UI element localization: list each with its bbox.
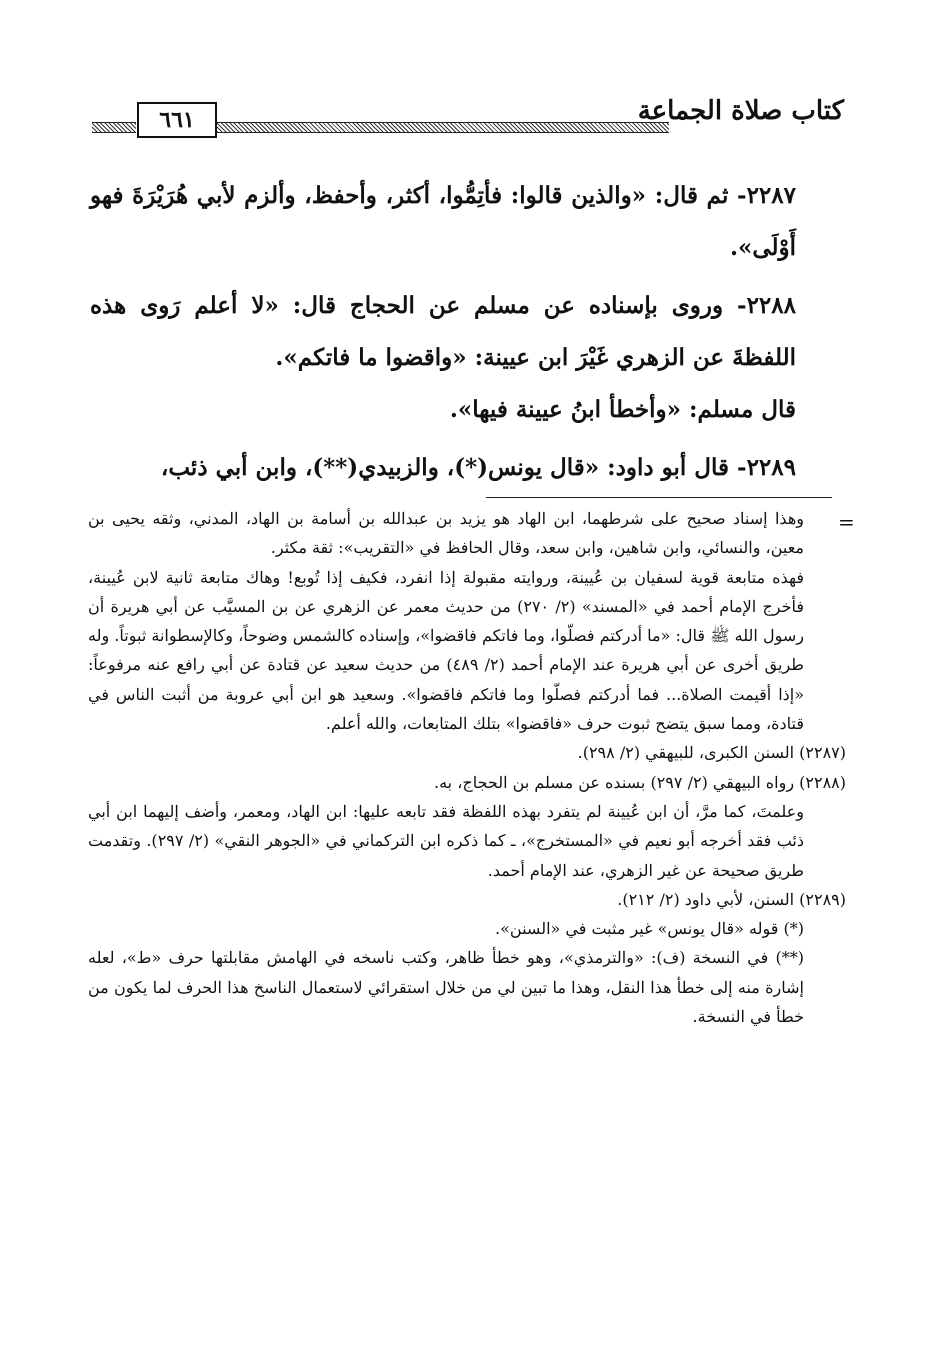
footnotes xyxy=(88,504,846,1031)
paragraph-2288-muslim: قال مسلم: «وأخطأ ابنُ عيينة فيها». xyxy=(449,396,796,423)
footnote-star: (*) قوله «قال يونس» غير مثبت في «السنن». xyxy=(495,919,804,939)
footnote-2288: (٢٢٨٨) رواه البيهقي (٢/ ٢٩٧) بسنده عن مسلم بن الحجاج، به. xyxy=(434,772,846,792)
footnote-continuation-1: وهذا إسناد صحيح على شرطهما، ابن الهاد هو يزيد بن عبدالله بن أسامة بن الهاد، المدني، وثقه يحيى بن معين، والنسائي، وابن شاهين، وابن سعد، وقال الحافظ في «التقريب»: ثقة مكثر. xyxy=(88,509,804,558)
footnote-double-star: (**) في النسخة (ف): «والترمذي»، وهو خطأ ظاهر، وكتب ناسخه في الهامش مقابلتها حرف «ط»، لعله إشارة منه إلى خطأ هذا النقل، وهذا ما تبين لي من خلال استقرائي لاستعمال الناسخ هذا الحرف لما يكون من خطأ في النسخة. xyxy=(88,948,804,1027)
chapter-title: كتاب صلاة الجماعة xyxy=(637,96,844,126)
paragraph-2289: ٢٢٨٩- قال أبو داود: «قال يونس(*)، والزبيدي(**)، وابن أبي ذئب، xyxy=(160,454,796,481)
footnote-2287: (٢٢٨٧) السنن الكبرى، للبيهقي (٢/ ٢٩٨). xyxy=(577,743,846,763)
footnote-separator xyxy=(486,497,832,498)
header-ornament xyxy=(217,122,669,133)
page-number: ٦٦١ xyxy=(137,102,217,138)
continuation-marker: = xyxy=(838,510,855,534)
header-ornament-left xyxy=(92,122,136,133)
footnote-continuation-2: فهذه متابعة قوية لسفيان بن عُيينة، وروايته مقبولة إذا انفرد، فكيف إذا تُوبع! وهاك متابعة ثانية لابن عُيينة، فأخرج الإمام أحمد في «المسند» (٢/ ٢٧٠) من حديث معمر عن الزهري عن بن المسيَّب عن أبي هريرة أن رسول الله ﷺ قال: «ما أدركتم فصلّوا، وما فاتكم فاقضوا»، وإسناده كالشمس وضوحاً، وكالإسطوانة ثبوتاً. وله طريق أخرى عن أبي هريرة عند الإمام أحمد (٢/ ٤٨٩) من حديث سعيد عن قتادة عن أبي رافع عنه مرفوعاً: «إذا أقيمت الصلاة... فما أدركتم فصلّوا وما فاتكم فاقضوا». وسعيد هو ابن أبي عروبة من أثبت الناس في قتادة، ومما سبق يتضح ثبوت حرف «فاقضوا» بتلك المتابعات، والله أعلم. xyxy=(88,567,805,734)
paragraph-2288: ٢٢٨٨- وروى بإسناده عن مسلم عن الحجاج قال: «لا أعلم رَوى هذه اللفظةَ عن الزهري غَيْرَ ابن عيينة: «واقضوا ما فاتكم». xyxy=(90,292,796,371)
page-header xyxy=(92,96,844,142)
main-text xyxy=(90,170,842,494)
paragraph-2287: ٢٢٨٧- ثم قال: «والذين قالوا: فأتِمُّوا، أكثر، وأحفظ، وألزم لأبي هُرَيْرَةَ فهو أَوْلَى». xyxy=(90,182,796,261)
footnote-2289: (٢٢٨٩) السنن، لأبي داود (٢/ ٢١٢). xyxy=(617,889,846,909)
footnote-2288-continuation: وعلمتَ، كما مرَّ، أن ابن عُيينة لم يتفرد بهذه اللفظة فقد تابعه عليها: ابن الهاد، ومعمر، وأضف إليهما ابن أبي ذئب فقد أخرجه أبو نعيم في «المستخرج»، ـ كما ذكره ابن التركماني في «الجوهر النقي» (٢/ ٢٩٧). وتقدمت طريق صحيحة عن غير الزهري، عند الإمام أحمد. xyxy=(88,801,805,880)
